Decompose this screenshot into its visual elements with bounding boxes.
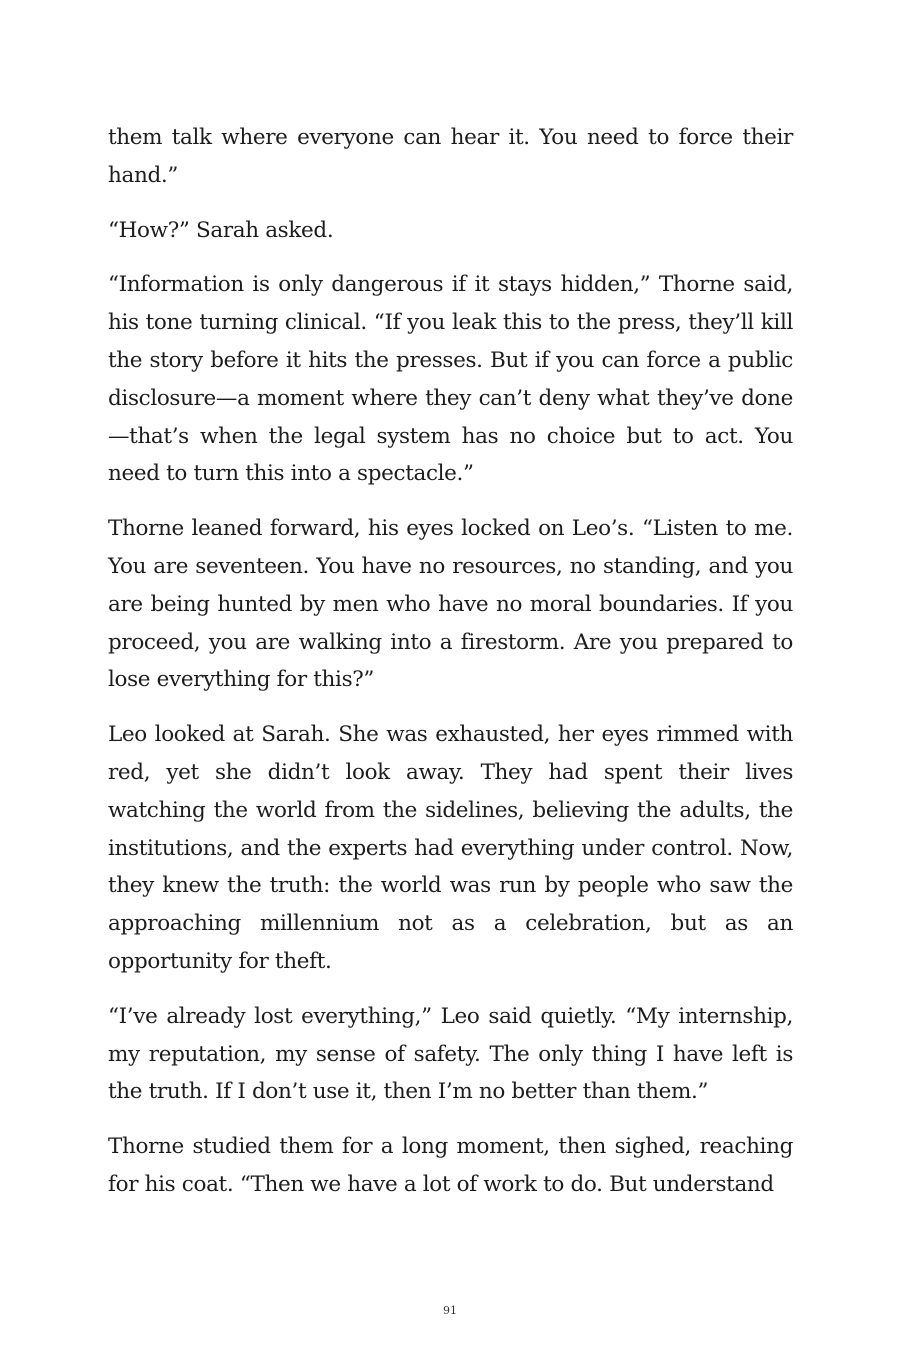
page-number: 91 [443, 1304, 457, 1317]
paragraph: “Information is only dangerous if it stays hidden,” Thorne said, his tone turning clinical. “If you leak this to the press, they’ll kill the story before it hits the presses. But if you can force a public disclosure—a moment where they can’t deny what they’ve done —that’s when the legal system has no choice but to act. You need to turn this into a spectacle.” [108, 272, 793, 487]
paragraph: Leo looked at Sarah. She was exhausted, her eyes rimmed with red, yet she didn’t look away. They had spent their lives watching the world from the sidelines, believing the adults, the institutions, and the experts had everything under control. Now, they knew the truth: the world was run by people who saw the approaching millennium not as a celebration, but as an opportunity for theft. [108, 722, 793, 974]
paragraph: them talk where everyone can hear it. You need to force their hand.” [108, 125, 793, 188]
paragraph: “I’ve already lost everything,” Leo said quietly. “My internship, my reputation, my sense of safety. The only thing I have left is the truth. If I don’t use it, then I’m no better than them.” [108, 1003, 793, 1105]
paragraph: “How?” Sarah asked. [108, 217, 334, 243]
paragraph: Thorne studied them for a long moment, then sighed, reaching for his coat. “Then we have a lot of work to do. But understand [108, 1134, 793, 1197]
body-text [108, 119, 793, 1221]
paragraph: Thorne leaned forward, his eyes locked on Leo’s. “Listen to me. You are seventeen. You have no resources, no standing, and you are being hunted by men who have no moral boundaries. If you proceed, you are walking into a firestorm. Are you prepared to lose everything for this?” [108, 516, 793, 693]
